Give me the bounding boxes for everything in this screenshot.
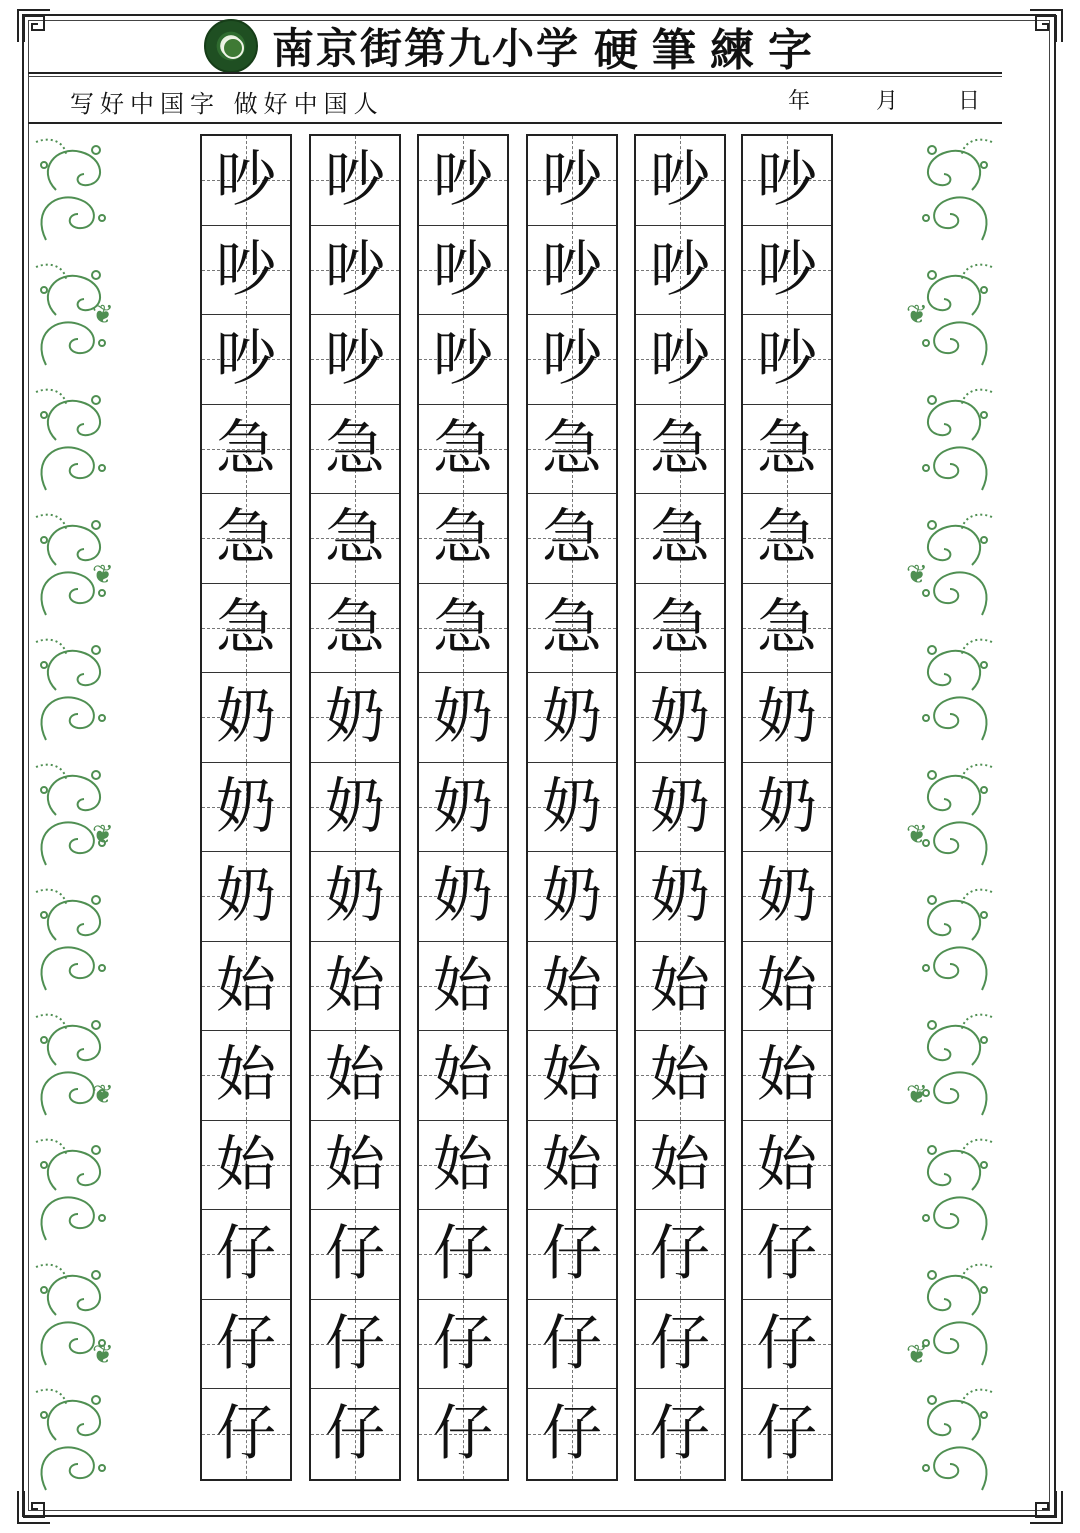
practice-column — [200, 134, 292, 1481]
writing-cell — [528, 1121, 616, 1211]
writing-cell — [528, 226, 616, 316]
green-swirl-icon — [26, 1130, 116, 1254]
writing-cell — [202, 136, 290, 226]
practice-character: 仔 — [433, 1219, 493, 1290]
page-header — [28, 20, 1002, 76]
butterfly-icon: ❦ — [906, 1080, 928, 1110]
writing-cell — [311, 1210, 399, 1300]
practice-character: 吵 — [216, 234, 276, 305]
practice-character: 奶 — [650, 771, 710, 842]
writing-cell — [636, 763, 724, 853]
practice-character: 奶 — [325, 861, 385, 932]
butterfly-icon: ❦ — [92, 1340, 114, 1370]
butterfly-icon: ❦ — [92, 820, 114, 850]
writing-cell — [528, 942, 616, 1032]
writing-cell — [636, 942, 724, 1032]
writing-cell — [528, 673, 616, 763]
practice-character: 始 — [325, 1040, 385, 1111]
writing-cell — [419, 942, 507, 1032]
practice-character: 吵 — [216, 324, 276, 395]
practice-character: 始 — [216, 1129, 276, 1200]
practice-character: 奶 — [542, 861, 602, 932]
writing-cell — [202, 852, 290, 942]
practice-column — [526, 134, 618, 1481]
writing-cell — [743, 1300, 831, 1390]
practice-character: 仔 — [216, 1398, 276, 1469]
practice-character: 急 — [542, 503, 602, 574]
practice-character: 始 — [650, 950, 710, 1021]
practice-character: 始 — [542, 1129, 602, 1200]
practice-character: 吵 — [542, 145, 602, 216]
writing-cell — [311, 1300, 399, 1390]
practice-character: 始 — [757, 1129, 817, 1200]
writing-cell — [419, 584, 507, 674]
practice-character: 奶 — [650, 682, 710, 753]
writing-cell — [528, 1300, 616, 1390]
writing-cell — [528, 763, 616, 853]
practice-character: 吵 — [650, 324, 710, 395]
writing-cell — [419, 763, 507, 853]
practice-character: 吵 — [757, 145, 817, 216]
green-swirl-icon — [26, 380, 116, 504]
green-swirl-icon — [912, 755, 1002, 879]
practice-column — [741, 134, 833, 1481]
practice-character: 吵 — [433, 234, 493, 305]
green-swirl-icon — [912, 1130, 1002, 1254]
writing-cell — [528, 584, 616, 674]
practice-column — [634, 134, 726, 1481]
writing-cell — [311, 1121, 399, 1211]
practice-character: 吵 — [325, 234, 385, 305]
writing-cell — [743, 405, 831, 495]
practice-character: 吵 — [433, 145, 493, 216]
practice-character: 急 — [542, 592, 602, 663]
practice-character: 吵 — [433, 324, 493, 395]
writing-cell — [743, 1389, 831, 1479]
practice-character: 急 — [216, 413, 276, 484]
writing-cell — [419, 852, 507, 942]
practice-character: 急 — [650, 413, 710, 484]
green-swirl-icon — [26, 1005, 116, 1129]
practice-character: 急 — [650, 592, 710, 663]
writing-cell — [636, 226, 724, 316]
writing-cell — [743, 226, 831, 316]
writing-cell — [743, 1210, 831, 1300]
practice-character: 急 — [325, 413, 385, 484]
butterfly-icon: ❦ — [92, 1080, 114, 1110]
butterfly-icon: ❦ — [92, 300, 114, 330]
practice-character: 仔 — [757, 1308, 817, 1379]
writing-cell — [528, 494, 616, 584]
practice-character: 急 — [757, 413, 817, 484]
practice-character: 奶 — [542, 771, 602, 842]
writing-cell — [743, 494, 831, 584]
practice-character: 吵 — [325, 324, 385, 395]
practice-character: 始 — [433, 1040, 493, 1111]
writing-cell — [202, 673, 290, 763]
writing-cell — [202, 494, 290, 584]
meander-corner-icon — [1026, 6, 1066, 46]
practice-character: 吵 — [542, 234, 602, 305]
practice-character: 仔 — [325, 1308, 385, 1379]
writing-cell — [528, 852, 616, 942]
green-swirl-icon — [26, 880, 116, 1004]
green-swirl-icon — [26, 755, 116, 879]
practice-character: 急 — [433, 413, 493, 484]
practice-character: 急 — [325, 592, 385, 663]
practice-character: 仔 — [325, 1398, 385, 1469]
green-swirl-icon — [912, 880, 1002, 1004]
practice-character: 急 — [325, 503, 385, 574]
practice-character: 急 — [433, 503, 493, 574]
writing-cell — [202, 315, 290, 405]
practice-character: 吵 — [650, 234, 710, 305]
writing-cell — [419, 673, 507, 763]
practice-character: 仔 — [757, 1398, 817, 1469]
header-divider — [28, 76, 1002, 77]
green-swirl-icon — [26, 630, 116, 754]
practice-character: 仔 — [650, 1398, 710, 1469]
writing-cell — [311, 852, 399, 942]
writing-cell — [636, 1389, 724, 1479]
writing-cell — [311, 494, 399, 584]
practice-character: 吵 — [757, 234, 817, 305]
motto-row — [28, 78, 1002, 122]
writing-cell — [419, 315, 507, 405]
practice-character: 急 — [433, 592, 493, 663]
right-ornament — [900, 130, 1010, 1490]
practice-character: 始 — [216, 950, 276, 1021]
practice-character: 奶 — [757, 682, 817, 753]
writing-cell — [202, 1389, 290, 1479]
writing-cell — [311, 584, 399, 674]
writing-cell — [528, 315, 616, 405]
butterfly-icon: ❦ — [92, 560, 114, 590]
green-swirl-icon — [912, 380, 1002, 504]
practice-character: 始 — [216, 1040, 276, 1111]
writing-cell — [636, 405, 724, 495]
school-name: 南京街第九小学 — [271, 24, 580, 73]
practice-character: 奶 — [325, 682, 385, 753]
writing-cell — [311, 673, 399, 763]
writing-cell — [202, 1121, 290, 1211]
practice-column — [417, 134, 509, 1481]
writing-cell — [636, 315, 724, 405]
practice-character: 奶 — [216, 771, 276, 842]
writing-cell — [419, 226, 507, 316]
writing-cell — [202, 1031, 290, 1121]
writing-cell — [419, 405, 507, 495]
writing-cell — [743, 852, 831, 942]
green-swirl-icon — [26, 130, 116, 254]
practice-character: 吵 — [650, 145, 710, 216]
writing-cell — [202, 763, 290, 853]
writing-cell — [419, 1210, 507, 1300]
practice-character: 奶 — [216, 861, 276, 932]
writing-cell — [311, 315, 399, 405]
practice-character: 仔 — [542, 1308, 602, 1379]
writing-cell — [311, 1389, 399, 1479]
practice-character: 吵 — [325, 145, 385, 216]
writing-cell — [202, 405, 290, 495]
practice-character: 仔 — [542, 1398, 602, 1469]
writing-cell — [419, 1031, 507, 1121]
writing-cell — [528, 136, 616, 226]
practice-character: 仔 — [325, 1219, 385, 1290]
writing-cell — [743, 315, 831, 405]
date-day-label: 日 — [958, 89, 981, 114]
writing-cell — [528, 405, 616, 495]
practice-character: 始 — [325, 1129, 385, 1200]
practice-character: 始 — [542, 950, 602, 1021]
practice-character: 急 — [216, 592, 276, 663]
practice-character: 始 — [542, 1040, 602, 1111]
practice-character: 仔 — [650, 1308, 710, 1379]
practice-character: 仔 — [650, 1219, 710, 1290]
writing-cell — [311, 1031, 399, 1121]
writing-cell — [202, 1300, 290, 1390]
writing-cell — [743, 1121, 831, 1211]
practice-character: 仔 — [757, 1219, 817, 1290]
practice-character: 始 — [650, 1129, 710, 1200]
practice-character: 仔 — [216, 1219, 276, 1290]
practice-character: 吵 — [542, 324, 602, 395]
writing-cell — [419, 494, 507, 584]
writing-cell — [743, 763, 831, 853]
writing-cell — [636, 1031, 724, 1121]
practice-character: 始 — [757, 1040, 817, 1111]
green-swirl-icon — [912, 130, 1002, 254]
writing-cell — [528, 1389, 616, 1479]
practice-character: 奶 — [757, 771, 817, 842]
writing-cell — [743, 673, 831, 763]
practice-character: 急 — [757, 503, 817, 574]
date-month-label: 月 — [876, 89, 899, 114]
writing-cell — [202, 584, 290, 674]
motto-text: 写好中国字 做好中国人 — [70, 90, 384, 118]
practice-character: 仔 — [216, 1308, 276, 1379]
writing-cell — [636, 136, 724, 226]
practice-character: 始 — [325, 950, 385, 1021]
writing-cell — [743, 1031, 831, 1121]
practice-character: 急 — [650, 503, 710, 574]
practice-character: 始 — [757, 950, 817, 1021]
practice-character: 始 — [433, 950, 493, 1021]
writing-cell — [202, 1210, 290, 1300]
green-swirl-icon — [912, 1380, 1002, 1504]
practice-character: 奶 — [433, 771, 493, 842]
writing-cell — [636, 584, 724, 674]
practice-character: 仔 — [542, 1219, 602, 1290]
green-swirl-icon — [912, 630, 1002, 754]
writing-cell — [743, 942, 831, 1032]
writing-cell — [528, 1031, 616, 1121]
practice-character: 奶 — [542, 682, 602, 753]
writing-cell — [419, 136, 507, 226]
header-divider — [28, 72, 1002, 74]
practice-character: 急 — [757, 592, 817, 663]
butterfly-icon: ❦ — [906, 820, 928, 850]
writing-cell — [311, 226, 399, 316]
writing-cell — [311, 942, 399, 1032]
practice-character: 奶 — [433, 861, 493, 932]
meander-corner-icon — [1026, 1487, 1066, 1527]
practice-character: 始 — [650, 1040, 710, 1111]
writing-cell — [202, 226, 290, 316]
butterfly-icon: ❦ — [906, 1340, 928, 1370]
practice-character: 奶 — [650, 861, 710, 932]
green-swirl-icon — [26, 1380, 116, 1504]
writing-cell — [636, 1210, 724, 1300]
practice-character: 奶 — [216, 682, 276, 753]
practice-character: 奶 — [757, 861, 817, 932]
writing-cell — [743, 136, 831, 226]
header-divider — [28, 122, 1002, 124]
writing-cell — [202, 942, 290, 1032]
writing-cell — [636, 1300, 724, 1390]
writing-cell — [743, 584, 831, 674]
practice-character: 奶 — [433, 682, 493, 753]
school-emblem-icon — [204, 19, 258, 73]
practice-character: 仔 — [433, 1398, 493, 1469]
writing-cell — [311, 136, 399, 226]
writing-cell — [311, 763, 399, 853]
writing-cell — [419, 1121, 507, 1211]
writing-cell — [528, 1210, 616, 1300]
butterfly-icon: ❦ — [906, 560, 928, 590]
practice-column — [309, 134, 401, 1481]
writing-cell — [419, 1389, 507, 1479]
page-title: 硬筆練字 — [594, 25, 826, 76]
butterfly-icon: ❦ — [906, 300, 928, 330]
writing-cell — [419, 1300, 507, 1390]
practice-character: 仔 — [433, 1308, 493, 1379]
writing-cell — [311, 405, 399, 495]
writing-cell — [636, 494, 724, 584]
practice-character: 急 — [216, 503, 276, 574]
practice-character: 吵 — [216, 145, 276, 216]
green-swirl-icon — [912, 1005, 1002, 1129]
date-year-label: 年 — [788, 89, 811, 114]
practice-character: 奶 — [325, 771, 385, 842]
writing-cell — [636, 1121, 724, 1211]
practice-character: 急 — [542, 413, 602, 484]
writing-cell — [636, 852, 724, 942]
writing-cell — [636, 673, 724, 763]
practice-character: 始 — [433, 1129, 493, 1200]
practice-character: 吵 — [757, 324, 817, 395]
left-ornament — [26, 130, 136, 1490]
